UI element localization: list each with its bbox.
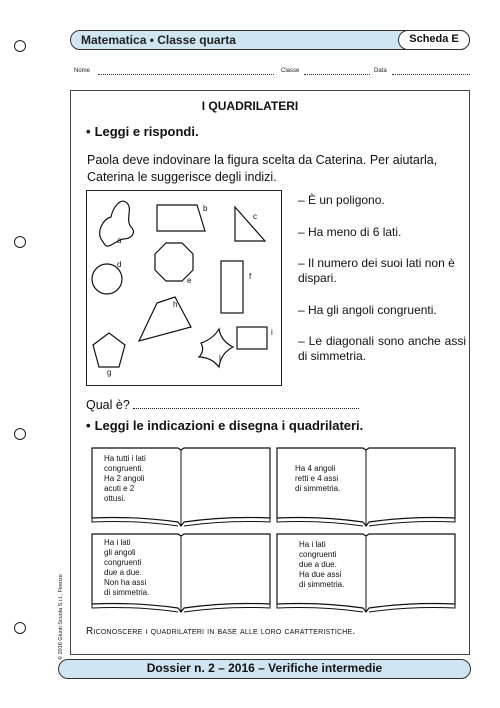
figure-label: b xyxy=(203,204,208,213)
header-bar xyxy=(70,30,470,50)
book-line: Ha 2 angoli xyxy=(104,474,145,483)
section-heading-2 xyxy=(86,418,363,433)
binder-hole xyxy=(14,622,26,634)
book-line: due a due. xyxy=(104,568,142,577)
figure-label: l xyxy=(219,354,221,363)
footer-bar: Dossier n. 2 – 2016 – Verifiche intermedie xyxy=(58,659,471,679)
bullet: • xyxy=(86,124,91,139)
name-label: Nome xyxy=(74,68,91,74)
book-line: di simmetria. xyxy=(104,588,150,597)
book-line: Ha i lati xyxy=(104,538,131,547)
book-line: ottusi. xyxy=(104,494,126,503)
binder-hole xyxy=(14,236,26,248)
figure-l xyxy=(199,329,233,367)
figure-f xyxy=(221,261,243,313)
figure-b xyxy=(157,205,205,231)
hint: – Le diagonali sono anche assi di simmetria. xyxy=(298,334,466,363)
figures-drawing xyxy=(87,191,283,387)
book-line: Ha i lati xyxy=(299,540,326,549)
section-heading-text: Leggi e rispondi. xyxy=(94,124,199,139)
book-line: due a due. xyxy=(299,560,337,569)
figure-label: g xyxy=(107,368,112,377)
hint: – È un poligono. xyxy=(298,193,385,207)
binder-hole xyxy=(14,428,26,440)
bullet: • xyxy=(86,418,91,433)
hint: – Ha gli angoli congruenti. xyxy=(298,303,437,317)
book-line: gli angoli xyxy=(104,548,136,557)
figures-box xyxy=(86,190,282,386)
date-label: Data xyxy=(374,68,387,74)
figure-label: c xyxy=(253,212,257,221)
drawing-area[interactable] xyxy=(367,450,453,516)
section-heading-text: Leggi le indicazioni e disegna i quadrilateri. xyxy=(94,418,364,433)
figure-label: i xyxy=(271,328,273,337)
page-title: I QUADRILATERI xyxy=(201,99,299,113)
figure-label: e xyxy=(187,276,192,285)
hint: – Il numero dei suoi lati non è dispari. xyxy=(298,256,455,285)
date-field[interactable] xyxy=(392,68,470,75)
drawing-area[interactable] xyxy=(367,536,453,602)
hint: – Ha meno di 6 lati. xyxy=(298,225,402,239)
book-instructions xyxy=(104,538,149,598)
figure-g xyxy=(93,333,125,367)
book-line: Ha due assi xyxy=(299,570,342,579)
book-line: Ha tutti i lati xyxy=(104,454,146,463)
book-line: di simmetria. xyxy=(299,580,345,589)
figure-h xyxy=(139,297,191,341)
figure-c xyxy=(235,207,265,241)
header-subject: Matematica • Classe quarta xyxy=(81,33,236,47)
drawing-book xyxy=(90,532,272,614)
figure-label: a xyxy=(117,236,122,245)
learning-objective: Riconoscere i quadrilateri in base alle loro caratteristiche. xyxy=(86,626,356,637)
drawing-book xyxy=(275,532,457,614)
book-instructions xyxy=(299,540,344,590)
class-field[interactable] xyxy=(304,68,370,75)
class-label: Classe xyxy=(281,68,300,74)
book-line: di simmetria. xyxy=(295,484,341,493)
book-line: acuti e 2 xyxy=(104,484,135,493)
student-fields xyxy=(74,68,470,78)
book-line: congruenti. xyxy=(104,464,144,473)
figure-label: h xyxy=(173,300,178,309)
binder-hole xyxy=(14,40,26,52)
copyright: © 2016 Giunti Scuola S.r.l., Firenze xyxy=(58,574,64,660)
book-line: congruenti xyxy=(299,550,337,559)
section-heading-1 xyxy=(86,124,199,139)
problem-text: Paola deve indovinare la figura scelta da Caterina. Per aiutarla, Caterina le suggerisce degli indizi. xyxy=(87,153,438,184)
book-instructions xyxy=(104,454,146,504)
question-label: Qual è? xyxy=(86,398,130,412)
book-line: Non ha assi xyxy=(104,578,147,587)
question xyxy=(86,398,359,412)
sheet-badge: Scheda E xyxy=(398,30,470,50)
drawing-area[interactable] xyxy=(182,536,268,602)
drawing-area[interactable] xyxy=(182,450,268,516)
name-field[interactable] xyxy=(98,68,274,75)
answer-line[interactable] xyxy=(133,398,359,409)
book-line: retti e 4 assi xyxy=(295,474,339,483)
figure-i xyxy=(237,327,267,349)
figure-label: d xyxy=(117,260,122,269)
drawing-book xyxy=(90,446,272,528)
drawing-book xyxy=(275,446,457,528)
book-line: Ha 4 angoli xyxy=(295,464,336,473)
book-line: congruenti xyxy=(104,558,142,567)
figure-label: f xyxy=(249,272,252,281)
book-instructions xyxy=(295,464,340,494)
